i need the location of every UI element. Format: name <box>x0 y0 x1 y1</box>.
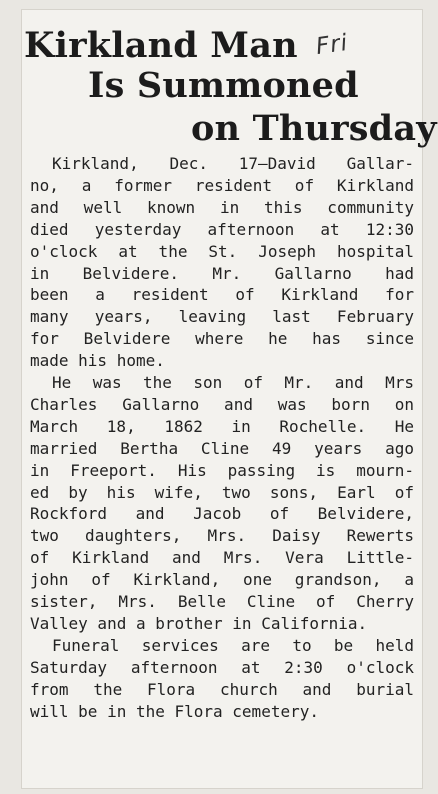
article-line: will be in the Flora cemetery. <box>30 701 319 721</box>
article-line: and well known in this community <box>30 197 414 217</box>
article-line: Rockford and Jacob of Belvidere, <box>30 504 414 524</box>
article-line: john of Kirkland, one grandson, a <box>30 570 414 590</box>
headline-line-2: Is Summoned <box>88 65 359 106</box>
article-line: made his home. <box>30 351 165 371</box>
article-line: Kirkland, Dec. 17—David Gallar- <box>52 154 414 173</box>
article-line: Charles Gallarno and was born on <box>30 394 414 414</box>
article-line: from the Flora church and burial <box>30 679 414 699</box>
article-line: March 18, 1862 in Rochelle. He <box>30 416 414 436</box>
article-line: in Freeport. His passing is mourn- <box>30 460 414 480</box>
handwritten-annotation: Fri <box>314 29 350 61</box>
newspaper-clipping <box>22 10 437 788</box>
article-line: Valley and a brother in California. <box>30 613 368 633</box>
article-line: two daughters, Mrs. Daisy Rewerts <box>30 526 414 546</box>
article-line: been a resident of Kirkland for <box>30 285 414 305</box>
article-line: in Belvidere. Mr. Gallarno had <box>30 263 414 283</box>
article-line: ed by his wife, two sons, Earl of <box>30 482 414 502</box>
article-line: Saturday afternoon at 2:30 o'clock <box>30 657 414 677</box>
article-line: for Belvidere where he has since <box>30 329 414 349</box>
article-line: He was the son of Mr. and Mrs <box>52 373 414 392</box>
article-line: died yesterday afternoon at 12:30 <box>30 219 414 239</box>
headline-line-3: on Thursday <box>191 108 437 149</box>
article-line: Funeral services are to be held <box>52 635 414 655</box>
article-line: many years, leaving last February <box>30 307 414 327</box>
article-line: o'clock at the St. Joseph hospital <box>30 241 414 261</box>
headline-line-1: Kirkland Man <box>24 25 298 66</box>
article-line: of Kirkland and Mrs. Vera Little- <box>30 548 414 568</box>
article-line: sister, Mrs. Belle Cline of Cherry <box>30 592 414 611</box>
article-line: no, a former resident of Kirkland <box>30 175 414 195</box>
article-line: married Bertha Cline 49 years ago <box>30 438 414 458</box>
